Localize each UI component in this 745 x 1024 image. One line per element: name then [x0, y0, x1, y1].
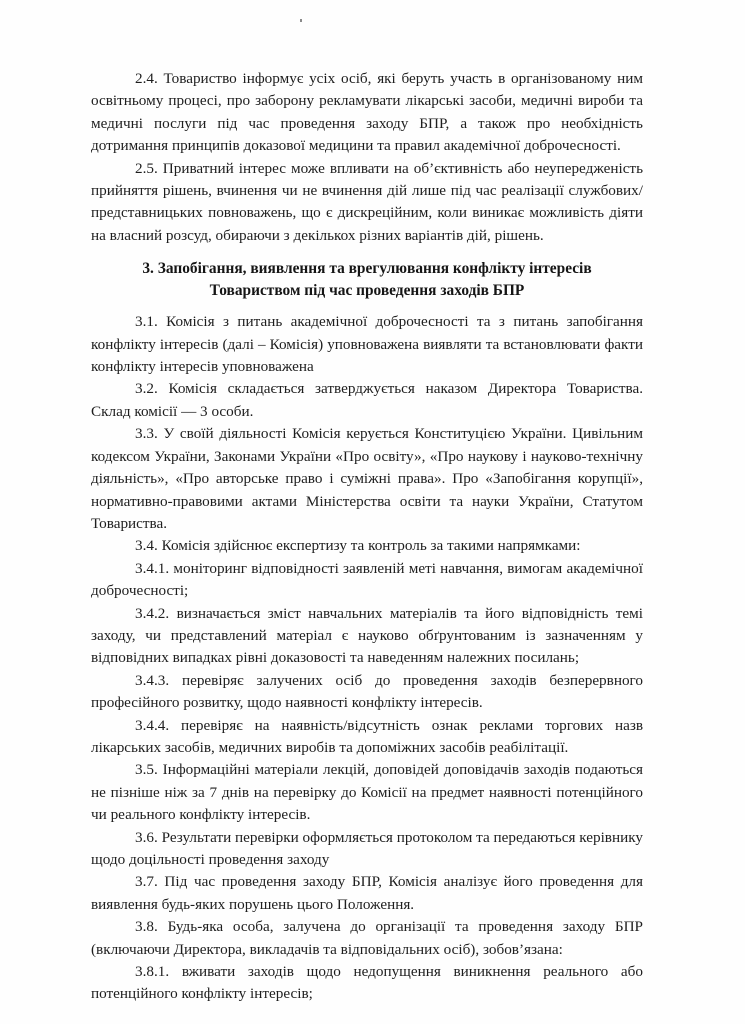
paragraph-3-8: 3.8. Будь-яка особа, залучена до організації та проведення заходу БПР (включаючи Директора, викладачів та відповідальних осіб), зобов’язана: — [91, 918, 643, 958]
paragraph-2-5: 2.5. Приватний інтерес може впливати на об’єктивність або неупередженість прийняття рішень, вчинення чи не вчинення дій лише під час реалізації службових/представницьких повноважень, що є дискреційним, коли виникає можливість діяти на власний розсуд, обираючи з декількох різних варіантів дій, рішень. — [91, 159, 643, 244]
section-heading — [91, 258, 643, 301]
paragraph-3-5: 3.5. Інформаційні матеріали лекцій, доповідей доповідачів заходів подаються не пізніше ніж за 7 днів на перевірку до Комісії на предмет наявності потенційного чи реального конфлікту інтересів. — [91, 761, 643, 824]
paragraph-3-4-3: 3.4.3. перевіряє залучених осіб до проведення заходів безперервного професійного розвитку, щодо наявності конфлікту інтересів. — [91, 671, 643, 712]
paragraph-3-1: 3.1. Комісія з питань академічної доброчесності та з питань запобігання конфлікту інтересів (далі – Комісія) уповноважена виявляти та встановлювати факти конфлікту інтересів уповноважена — [91, 313, 643, 376]
paragraph-3-7: 3.7. Під час проведення заходу БПР, Комісія аналізує його проведення для виявлення будь-яких порушень цього Положення. — [91, 873, 643, 913]
document-body — [91, 68, 643, 1006]
paragraph-3-6: 3.6. Результати перевірки оформляється протоколом та передаються керівнику щодо доцільності проведення заходу — [91, 828, 643, 868]
paragraph-2-4: 2.4. Товариство інформує усіх осіб, які беруть участь в організованому ним освітньому процесі, про заборону рекламувати лікарські засоби, медичні вироби та медичні послуги під час проведення заходу БПР, а також про необхідність дотримання принципів доказової медицини та правил академічної доброчесності. — [91, 70, 643, 155]
paragraph-3-4: 3.4. Комісія здійснює експертизу та контроль за такими напрямками: — [135, 537, 581, 555]
scan-speck — [300, 19, 302, 22]
paragraph-3-4-2: 3.4.2. визначається зміст навчальних матеріалів та його відповідність темі заходу, чи представлений матеріал є науково обґрунтованим із зазначенням у відповідних випадках рівні доказовості та наведенням належних посилань; — [91, 604, 643, 667]
section-heading-line-1: 3. Запобігання, виявлення та врегулювання конфлікту інтересів — [142, 260, 592, 278]
paragraph-3-4-1: 3.4.1. моніторинг відповідності заявленій меті навчання, вимогам академічної доброчесності; — [91, 559, 643, 600]
paragraph-3-4-4: 3.4.4. перевіряє на наявність/відсутність ознак реклами торгових назв лікарських засобів, медичних виробів та допоміжних засобів реабілітації. — [91, 716, 643, 756]
paragraph-3-2: 3.2. Комісія складається затверджується наказом Директора Товариства. Склад комісії — 3 особи. — [91, 380, 643, 420]
paragraph-3-8-1: 3.8.1. вживати заходів щодо недопущення виникнення реального або потенційного конфлікту інтересів; — [91, 963, 643, 1003]
section-heading-line-2: Товариством під час проведення заходів БПР — [209, 281, 525, 299]
paragraph-3-3: 3.3. У своїй діяльності Комісія керується Конституцією України. Цивільним кодексом України, Законами України «Про освіту», «Про наукову і науково-технічну діяльність», «Про авторське право і суміжні права». Про «Запобігання корупції», нормативно-правовими актами Міністерства освіти та науки України, Статутом Товариства. — [91, 425, 643, 532]
